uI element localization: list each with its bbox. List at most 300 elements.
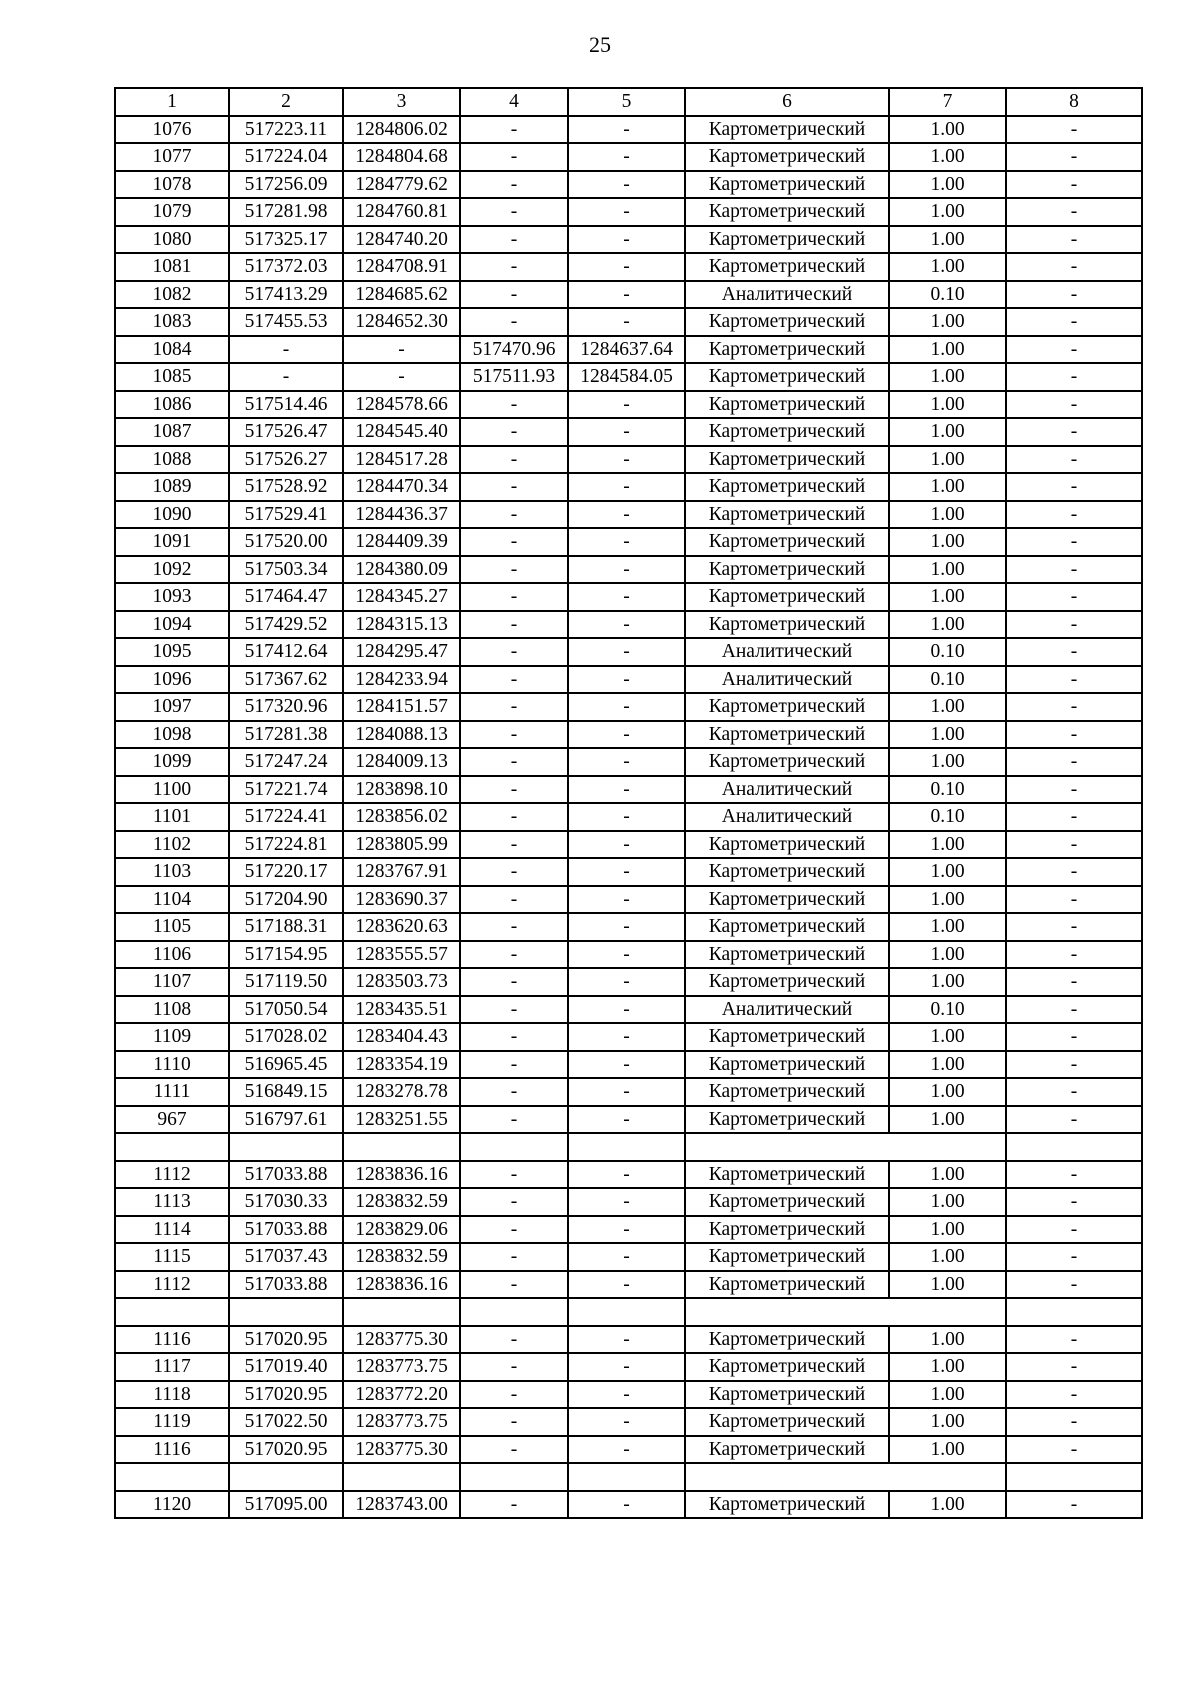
- table-row: [115, 748, 1142, 776]
- empty-cell: [685, 1133, 1006, 1161]
- table-cell: -: [1006, 1188, 1142, 1216]
- table-cell: -: [568, 941, 685, 969]
- column-header: 6: [685, 88, 889, 116]
- empty-cell: [343, 1463, 460, 1491]
- table-cell: 1078: [115, 171, 229, 199]
- table-cell: Аналитический: [685, 638, 889, 666]
- table-cell: -: [1006, 528, 1142, 556]
- table-row: [115, 473, 1142, 501]
- table-cell: -: [460, 831, 568, 859]
- table-cell: Картометрический: [685, 473, 889, 501]
- table-cell: 1108: [115, 996, 229, 1024]
- table-cell: 517033.88: [229, 1271, 343, 1299]
- table-cell: Картометрический: [685, 748, 889, 776]
- table-cell: -: [460, 143, 568, 171]
- table-cell: -: [1006, 611, 1142, 639]
- column-header: 5: [568, 88, 685, 116]
- table-cell: Картометрический: [685, 1491, 889, 1519]
- table-cell: 1.00: [889, 226, 1006, 254]
- table-cell: 1284517.28: [343, 446, 460, 474]
- table-cell: 517281.98: [229, 198, 343, 226]
- table-cell: 1284760.81: [343, 198, 460, 226]
- table-cell: 1.00: [889, 1106, 1006, 1134]
- table-row: [115, 1408, 1142, 1436]
- empty-cell: [568, 1463, 685, 1491]
- table-row: [115, 281, 1142, 309]
- table-cell: 1099: [115, 748, 229, 776]
- table-cell: 1.00: [889, 831, 1006, 859]
- empty-cell: [685, 1298, 1006, 1326]
- empty-cell: [685, 1463, 1006, 1491]
- table-cell: 1283690.37: [343, 886, 460, 914]
- table-cell: Картометрический: [685, 721, 889, 749]
- table-cell: 1.00: [889, 693, 1006, 721]
- table-cell: -: [460, 1188, 568, 1216]
- table-cell: 517224.81: [229, 831, 343, 859]
- table-cell: 1.00: [889, 198, 1006, 226]
- table-cell: 1103: [115, 858, 229, 886]
- table-cell: 1283251.55: [343, 1106, 460, 1134]
- table-cell: -: [568, 281, 685, 309]
- table-row: [115, 721, 1142, 749]
- table-row: [115, 556, 1142, 584]
- table-cell: -: [1006, 1243, 1142, 1271]
- column-header: 2: [229, 88, 343, 116]
- table-cell: -: [460, 776, 568, 804]
- table-cell: 517033.88: [229, 1216, 343, 1244]
- table-cell: 1284345.27: [343, 583, 460, 611]
- table-cell: 1.00: [889, 1381, 1006, 1409]
- table-cell: -: [568, 253, 685, 281]
- table-cell: Картометрический: [685, 116, 889, 144]
- table-cell: -: [460, 996, 568, 1024]
- table-cell: 517221.74: [229, 776, 343, 804]
- table-cell: -: [1006, 556, 1142, 584]
- table-row: [115, 638, 1142, 666]
- table-cell: Картометрический: [685, 198, 889, 226]
- table-cell: 1.00: [889, 1023, 1006, 1051]
- table-cell: 1.00: [889, 941, 1006, 969]
- table-cell: 517220.17: [229, 858, 343, 886]
- table-row: [115, 913, 1142, 941]
- table-cell: 1284009.13: [343, 748, 460, 776]
- table-cell: 1284779.62: [343, 171, 460, 199]
- table-cell: 1079: [115, 198, 229, 226]
- separator-row: [115, 1463, 1142, 1491]
- table-cell: 1087: [115, 418, 229, 446]
- table-cell: -: [460, 1216, 568, 1244]
- table-cell: 1118: [115, 1381, 229, 1409]
- table-cell: Картометрический: [685, 583, 889, 611]
- table-cell: -: [568, 1436, 685, 1464]
- empty-cell: [229, 1133, 343, 1161]
- table-cell: -: [1006, 1023, 1142, 1051]
- table-cell: 1086: [115, 391, 229, 419]
- table-cell: Аналитический: [685, 666, 889, 694]
- empty-cell: [115, 1133, 229, 1161]
- table-cell: Картометрический: [685, 253, 889, 281]
- table-cell: 1.00: [889, 1491, 1006, 1519]
- table-cell: 1.00: [889, 1326, 1006, 1354]
- column-header: 4: [460, 88, 568, 116]
- table-cell: -: [568, 1078, 685, 1106]
- table-cell: -: [1006, 226, 1142, 254]
- coordinates-table: [114, 87, 1143, 1519]
- table-cell: -: [568, 198, 685, 226]
- table-row: [115, 418, 1142, 446]
- table-cell: -: [460, 418, 568, 446]
- table-cell: -: [460, 1381, 568, 1409]
- table-cell: 1117: [115, 1353, 229, 1381]
- table-cell: Картометрический: [685, 1188, 889, 1216]
- table-cell: -: [568, 693, 685, 721]
- table-cell: 1076: [115, 116, 229, 144]
- table-cell: 1284652.30: [343, 308, 460, 336]
- table-cell: 1284295.47: [343, 638, 460, 666]
- table-cell: 517526.47: [229, 418, 343, 446]
- table-cell: 1.00: [889, 583, 1006, 611]
- table-cell: Картометрический: [685, 1161, 889, 1189]
- table-cell: -: [1006, 473, 1142, 501]
- table-cell: 1284233.94: [343, 666, 460, 694]
- table-cell: 1283620.63: [343, 913, 460, 941]
- table-cell: -: [1006, 1326, 1142, 1354]
- empty-cell: [229, 1298, 343, 1326]
- table-cell: 516797.61: [229, 1106, 343, 1134]
- table-cell: 1106: [115, 941, 229, 969]
- table-cell: -: [1006, 1436, 1142, 1464]
- table-cell: 517429.52: [229, 611, 343, 639]
- table-cell: Картометрический: [685, 143, 889, 171]
- table-cell: -: [1006, 721, 1142, 749]
- table-cell: -: [1006, 996, 1142, 1024]
- table-cell: 517033.88: [229, 1161, 343, 1189]
- table-row: [115, 831, 1142, 859]
- table-cell: 517020.95: [229, 1436, 343, 1464]
- table-cell: 1100: [115, 776, 229, 804]
- table-cell: Картометрический: [685, 693, 889, 721]
- table-cell: -: [1006, 1106, 1142, 1134]
- table-cell: 1.00: [889, 446, 1006, 474]
- table-cell: 1077: [115, 143, 229, 171]
- table-cell: 1283856.02: [343, 803, 460, 831]
- table-cell: -: [1006, 336, 1142, 364]
- table-cell: 1.00: [889, 143, 1006, 171]
- empty-cell: [460, 1133, 568, 1161]
- table-cell: -: [229, 363, 343, 391]
- table-cell: Картометрический: [685, 1381, 889, 1409]
- table-cell: 1.00: [889, 721, 1006, 749]
- table-row: [115, 226, 1142, 254]
- empty-cell: [568, 1133, 685, 1161]
- table-cell: -: [343, 336, 460, 364]
- table-cell: -: [1006, 886, 1142, 914]
- table-cell: Картометрический: [685, 831, 889, 859]
- table-cell: -: [460, 1243, 568, 1271]
- table-cell: 1283435.51: [343, 996, 460, 1024]
- empty-cell: [460, 1463, 568, 1491]
- table-row: [115, 968, 1142, 996]
- table-row: [115, 1353, 1142, 1381]
- table-cell: 1092: [115, 556, 229, 584]
- table-cell: 1.00: [889, 1216, 1006, 1244]
- table-cell: 1104: [115, 886, 229, 914]
- table-row: [115, 446, 1142, 474]
- table-cell: 1284578.66: [343, 391, 460, 419]
- table-cell: -: [1006, 198, 1142, 226]
- column-header: 1: [115, 88, 229, 116]
- table-cell: 1283775.30: [343, 1436, 460, 1464]
- table-cell: -: [568, 638, 685, 666]
- table-cell: 1284380.09: [343, 556, 460, 584]
- table-cell: -: [1006, 501, 1142, 529]
- table-row: [115, 1491, 1142, 1519]
- table-cell: 1.00: [889, 116, 1006, 144]
- table-cell: -: [460, 308, 568, 336]
- table-cell: Картометрический: [685, 363, 889, 391]
- table-cell: -: [1006, 446, 1142, 474]
- table-cell: -: [568, 996, 685, 1024]
- table-cell: 1112: [115, 1271, 229, 1299]
- table-cell: 517154.95: [229, 941, 343, 969]
- table-row: [115, 776, 1142, 804]
- table-cell: -: [460, 611, 568, 639]
- table-cell: -: [1006, 913, 1142, 941]
- table-cell: -: [1006, 1381, 1142, 1409]
- table-cell: -: [1006, 143, 1142, 171]
- table-cell: 1110: [115, 1051, 229, 1079]
- table-cell: -: [1006, 1491, 1142, 1519]
- table-cell: -: [568, 1353, 685, 1381]
- table-cell: -: [568, 1326, 685, 1354]
- table-cell: -: [460, 473, 568, 501]
- table-cell: -: [460, 803, 568, 831]
- table-cell: 517030.33: [229, 1188, 343, 1216]
- table-cell: 1283832.59: [343, 1188, 460, 1216]
- table-cell: -: [568, 226, 685, 254]
- table-cell: -: [1006, 1408, 1142, 1436]
- table-cell: -: [460, 1023, 568, 1051]
- table-cell: -: [460, 941, 568, 969]
- table-cell: 1119: [115, 1408, 229, 1436]
- table-cell: 1082: [115, 281, 229, 309]
- table-cell: 1283767.91: [343, 858, 460, 886]
- table-cell: 1284708.91: [343, 253, 460, 281]
- table-cell: 1.00: [889, 1353, 1006, 1381]
- table-cell: 1080: [115, 226, 229, 254]
- table-cell: Картометрический: [685, 1271, 889, 1299]
- table-cell: -: [460, 886, 568, 914]
- table-cell: 1120: [115, 1491, 229, 1519]
- table-cell: Картометрический: [685, 1408, 889, 1436]
- table-cell: 1.00: [889, 1243, 1006, 1271]
- table-cell: 1283829.06: [343, 1216, 460, 1244]
- table-cell: 1101: [115, 803, 229, 831]
- table-cell: 1284088.13: [343, 721, 460, 749]
- table-cell: 1.00: [889, 1078, 1006, 1106]
- table-cell: Картометрический: [685, 941, 889, 969]
- empty-cell: [115, 1463, 229, 1491]
- table-cell: -: [568, 1161, 685, 1189]
- table-cell: -: [568, 748, 685, 776]
- table-row: [115, 198, 1142, 226]
- table-cell: -: [568, 831, 685, 859]
- table-cell: Аналитический: [685, 776, 889, 804]
- table-row: [115, 858, 1142, 886]
- table-cell: 1284151.57: [343, 693, 460, 721]
- table-cell: 1116: [115, 1436, 229, 1464]
- table-cell: -: [460, 693, 568, 721]
- table-row: [115, 611, 1142, 639]
- table-cell: -: [1006, 831, 1142, 859]
- table-cell: -: [460, 1408, 568, 1436]
- table-cell: 517020.95: [229, 1326, 343, 1354]
- table-cell: 1283773.75: [343, 1353, 460, 1381]
- table-cell: Картометрический: [685, 1243, 889, 1271]
- table-cell: Картометрический: [685, 308, 889, 336]
- table-cell: 0.10: [889, 281, 1006, 309]
- table-cell: -: [568, 968, 685, 996]
- table-cell: -: [1006, 666, 1142, 694]
- table-cell: 517095.00: [229, 1491, 343, 1519]
- table-cell: 1088: [115, 446, 229, 474]
- table-cell: 1.00: [889, 1408, 1006, 1436]
- table-cell: -: [1006, 748, 1142, 776]
- table-cell: 1081: [115, 253, 229, 281]
- table-cell: -: [568, 308, 685, 336]
- table-cell: 1.00: [889, 1271, 1006, 1299]
- table-row: [115, 528, 1142, 556]
- table-cell: 517188.31: [229, 913, 343, 941]
- table-row: [115, 308, 1142, 336]
- table-cell: 517529.41: [229, 501, 343, 529]
- table-cell: Картометрический: [685, 913, 889, 941]
- table-cell: 1283832.59: [343, 1243, 460, 1271]
- table-cell: 1084: [115, 336, 229, 364]
- table-cell: Картометрический: [685, 528, 889, 556]
- table-cell: -: [460, 1353, 568, 1381]
- table-row: [115, 336, 1142, 364]
- table-row: [115, 1188, 1142, 1216]
- table-cell: -: [460, 171, 568, 199]
- empty-cell: [1006, 1463, 1142, 1491]
- table-cell: 1090: [115, 501, 229, 529]
- table-cell: 517320.96: [229, 693, 343, 721]
- table-cell: Картометрический: [685, 1023, 889, 1051]
- table-cell: 1113: [115, 1188, 229, 1216]
- table-cell: 0.10: [889, 996, 1006, 1024]
- table-cell: -: [460, 116, 568, 144]
- table-cell: 1098: [115, 721, 229, 749]
- table-cell: -: [568, 143, 685, 171]
- table-cell: 1.00: [889, 1188, 1006, 1216]
- table-cell: 1283836.16: [343, 1161, 460, 1189]
- table-row: [115, 171, 1142, 199]
- table-cell: -: [460, 638, 568, 666]
- empty-cell: [343, 1298, 460, 1326]
- table-cell: 517503.34: [229, 556, 343, 584]
- table-cell: 1.00: [889, 171, 1006, 199]
- table-cell: 1284804.68: [343, 143, 460, 171]
- table-cell: -: [1006, 391, 1142, 419]
- table-row: [115, 693, 1142, 721]
- table-cell: 517224.04: [229, 143, 343, 171]
- table-cell: 1283775.30: [343, 1326, 460, 1354]
- table-cell: Картометрический: [685, 1216, 889, 1244]
- table-row: [115, 886, 1142, 914]
- table-cell: Картометрический: [685, 336, 889, 364]
- table-cell: 517224.41: [229, 803, 343, 831]
- table-cell: 1.00: [889, 363, 1006, 391]
- table-cell: 517204.90: [229, 886, 343, 914]
- table-cell: -: [568, 473, 685, 501]
- table-cell: -: [568, 858, 685, 886]
- table-cell: Картометрический: [685, 1326, 889, 1354]
- table-cell: 1107: [115, 968, 229, 996]
- table-cell: -: [568, 171, 685, 199]
- table-cell: -: [1006, 1271, 1142, 1299]
- empty-cell: [460, 1298, 568, 1326]
- table-row: [115, 1326, 1142, 1354]
- table-cell: -: [1006, 968, 1142, 996]
- table-cell: 517037.43: [229, 1243, 343, 1271]
- table-cell: 517281.38: [229, 721, 343, 749]
- table-cell: 1.00: [889, 886, 1006, 914]
- table-cell: -: [460, 446, 568, 474]
- table-cell: -: [460, 1051, 568, 1079]
- table-cell: -: [460, 1491, 568, 1519]
- table-cell: Картометрический: [685, 556, 889, 584]
- table-cell: 517511.93: [460, 363, 568, 391]
- table-cell: Картометрический: [685, 968, 889, 996]
- table-cell: 1284584.05: [568, 363, 685, 391]
- table-row: [115, 666, 1142, 694]
- table-cell: Картометрический: [685, 418, 889, 446]
- table-cell: 1283278.78: [343, 1078, 460, 1106]
- table-cell: -: [460, 858, 568, 886]
- table-cell: 1284685.62: [343, 281, 460, 309]
- table-cell: 1.00: [889, 611, 1006, 639]
- table-cell: 1284740.20: [343, 226, 460, 254]
- table-cell: 1283898.10: [343, 776, 460, 804]
- empty-cell: [1006, 1298, 1142, 1326]
- table-cell: 1089: [115, 473, 229, 501]
- table-cell: -: [568, 528, 685, 556]
- table-cell: 517455.53: [229, 308, 343, 336]
- table-cell: -: [568, 1408, 685, 1436]
- table-cell: 1102: [115, 831, 229, 859]
- table-cell: -: [568, 1106, 685, 1134]
- table-cell: 0.10: [889, 638, 1006, 666]
- table-cell: -: [460, 556, 568, 584]
- table-cell: -: [1006, 583, 1142, 611]
- table-cell: 517223.11: [229, 116, 343, 144]
- table-cell: -: [1006, 638, 1142, 666]
- table-cell: Картометрический: [685, 226, 889, 254]
- table-cell: -: [1006, 1161, 1142, 1189]
- table-cell: -: [1006, 803, 1142, 831]
- table-row: [115, 583, 1142, 611]
- table-row: [115, 1271, 1142, 1299]
- table-cell: -: [1006, 776, 1142, 804]
- table-cell: -: [460, 391, 568, 419]
- table-cell: Картометрический: [685, 1436, 889, 1464]
- table-cell: 1097: [115, 693, 229, 721]
- table-cell: -: [568, 1271, 685, 1299]
- table-cell: 1096: [115, 666, 229, 694]
- table-cell: 517020.95: [229, 1381, 343, 1409]
- table-cell: -: [1006, 116, 1142, 144]
